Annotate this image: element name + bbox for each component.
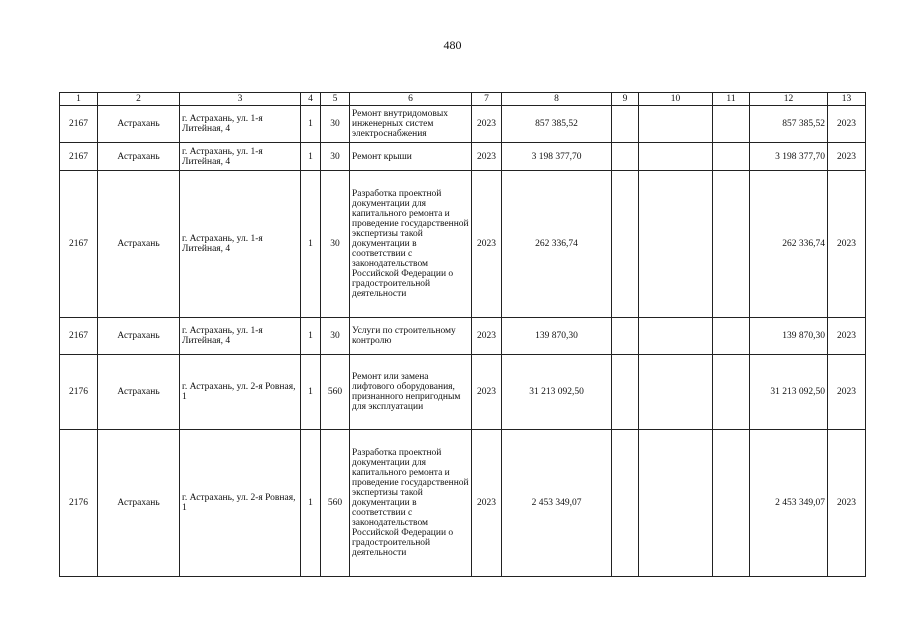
cell-col5: 30 [321, 171, 350, 318]
cell-col13: 2023 [828, 430, 866, 577]
column-header: 9 [612, 93, 639, 106]
cell-address: г. Астрахань, ул. 1-я Литейная, 4 [180, 106, 301, 143]
cell-col9 [612, 318, 639, 355]
cell-col13: 2023 [828, 318, 866, 355]
cell-col11 [713, 171, 750, 318]
table-row [60, 143, 866, 171]
repair-schedule-table [59, 92, 866, 577]
table-header-row [60, 93, 866, 106]
table-row [60, 171, 866, 318]
column-header: 10 [639, 93, 713, 106]
cell-address: г. Астрахань, ул. 2-я Ровная, 1 [180, 355, 301, 430]
cell-col12: 139 870,30 [750, 318, 828, 355]
cell-col4: 1 [301, 355, 321, 430]
column-header: 11 [713, 93, 750, 106]
column-header: 2 [98, 93, 180, 106]
cell-city: Астрахань [98, 143, 180, 171]
cell-col13: 2023 [828, 106, 866, 143]
cell-work-type: Услуги по строительному контролю [350, 318, 472, 355]
cell-address: г. Астрахань, ул. 1-я Литейная, 4 [180, 143, 301, 171]
column-header: 1 [60, 93, 98, 106]
cell-col10 [639, 318, 713, 355]
cell-col10 [639, 143, 713, 171]
cell-col5: 30 [321, 143, 350, 171]
cell-year: 2023 [472, 318, 502, 355]
cell-address: г. Астрахань, ул. 1-я Литейная, 4 [180, 318, 301, 355]
cell-col11 [713, 355, 750, 430]
cell-col4: 1 [301, 143, 321, 171]
cell-work-type: Разработка проектной документации для капитального ремонта и проведение государственной экспертизы такой документации в соответствии с законодательством Российской Федерации о градостроительной деятельности [350, 171, 472, 318]
column-header: 8 [502, 93, 612, 106]
column-header: 7 [472, 93, 502, 106]
cell-address: г. Астрахань, ул. 2-я Ровная, 1 [180, 430, 301, 577]
table-row [60, 106, 866, 143]
cell-year: 2023 [472, 171, 502, 318]
cell-year: 2023 [472, 430, 502, 577]
cell-col12: 262 336,74 [750, 171, 828, 318]
column-header: 3 [180, 93, 301, 106]
cell-col12: 2 453 349,07 [750, 430, 828, 577]
cell-number: 2167 [60, 143, 98, 171]
cell-total-cost: 262 336,74 [502, 171, 612, 318]
cell-work-type: Ремонт крыши [350, 143, 472, 171]
cell-work-type: Ремонт или замена лифтового оборудования, признанного непригодным для эксплуатации [350, 355, 472, 430]
cell-address: г. Астрахань, ул. 1-я Литейная, 4 [180, 171, 301, 318]
cell-number: 2167 [60, 106, 98, 143]
cell-number: 2176 [60, 430, 98, 577]
page-number: 480 [443, 38, 462, 52]
cell-col4: 1 [301, 106, 321, 143]
cell-year: 2023 [472, 143, 502, 171]
cell-city: Астрахань [98, 171, 180, 318]
cell-col12: 857 385,52 [750, 106, 828, 143]
cell-number: 2176 [60, 355, 98, 430]
cell-col5: 560 [321, 355, 350, 430]
column-header: 13 [828, 93, 866, 106]
cell-total-cost: 857 385,52 [502, 106, 612, 143]
cell-col9 [612, 171, 639, 318]
cell-col11 [713, 106, 750, 143]
cell-col12: 3 198 377,70 [750, 143, 828, 171]
cell-col4: 1 [301, 318, 321, 355]
cell-col4: 1 [301, 430, 321, 577]
cell-col12: 31 213 092,50 [750, 355, 828, 430]
cell-col13: 2023 [828, 143, 866, 171]
cell-city: Астрахань [98, 106, 180, 143]
cell-col10 [639, 430, 713, 577]
cell-col9 [612, 143, 639, 171]
cell-col10 [639, 106, 713, 143]
cell-col11 [713, 143, 750, 171]
cell-col9 [612, 430, 639, 577]
cell-col5: 30 [321, 106, 350, 143]
cell-year: 2023 [472, 355, 502, 430]
cell-col5: 560 [321, 430, 350, 577]
cell-col10 [639, 355, 713, 430]
cell-col9 [612, 106, 639, 143]
column-header: 5 [321, 93, 350, 106]
cell-col13: 2023 [828, 355, 866, 430]
cell-number: 2167 [60, 318, 98, 355]
cell-year: 2023 [472, 106, 502, 143]
cell-work-type: Ремонт внутридомовых инженерных систем электроснабжения [350, 106, 472, 143]
cell-total-cost: 139 870,30 [502, 318, 612, 355]
cell-total-cost: 3 198 377,70 [502, 143, 612, 171]
cell-col4: 1 [301, 171, 321, 318]
column-header: 4 [301, 93, 321, 106]
table-row [60, 318, 866, 355]
table-row [60, 430, 866, 577]
cell-total-cost: 2 453 349,07 [502, 430, 612, 577]
cell-col11 [713, 430, 750, 577]
cell-city: Астрахань [98, 355, 180, 430]
column-header: 12 [750, 93, 828, 106]
column-header: 6 [350, 93, 472, 106]
cell-number: 2167 [60, 171, 98, 318]
cell-work-type: Разработка проектной документации для капитального ремонта и проведение государственной экспертизы такой документации в соответствии с законодательством Российской Федерации о градостроительной деятельности [350, 430, 472, 577]
cell-col13: 2023 [828, 171, 866, 318]
cell-col11 [713, 318, 750, 355]
cell-total-cost: 31 213 092,50 [502, 355, 612, 430]
cell-col5: 30 [321, 318, 350, 355]
cell-col10 [639, 171, 713, 318]
table-row [60, 355, 866, 430]
cell-city: Астрахань [98, 318, 180, 355]
cell-col9 [612, 355, 639, 430]
cell-city: Астрахань [98, 430, 180, 577]
